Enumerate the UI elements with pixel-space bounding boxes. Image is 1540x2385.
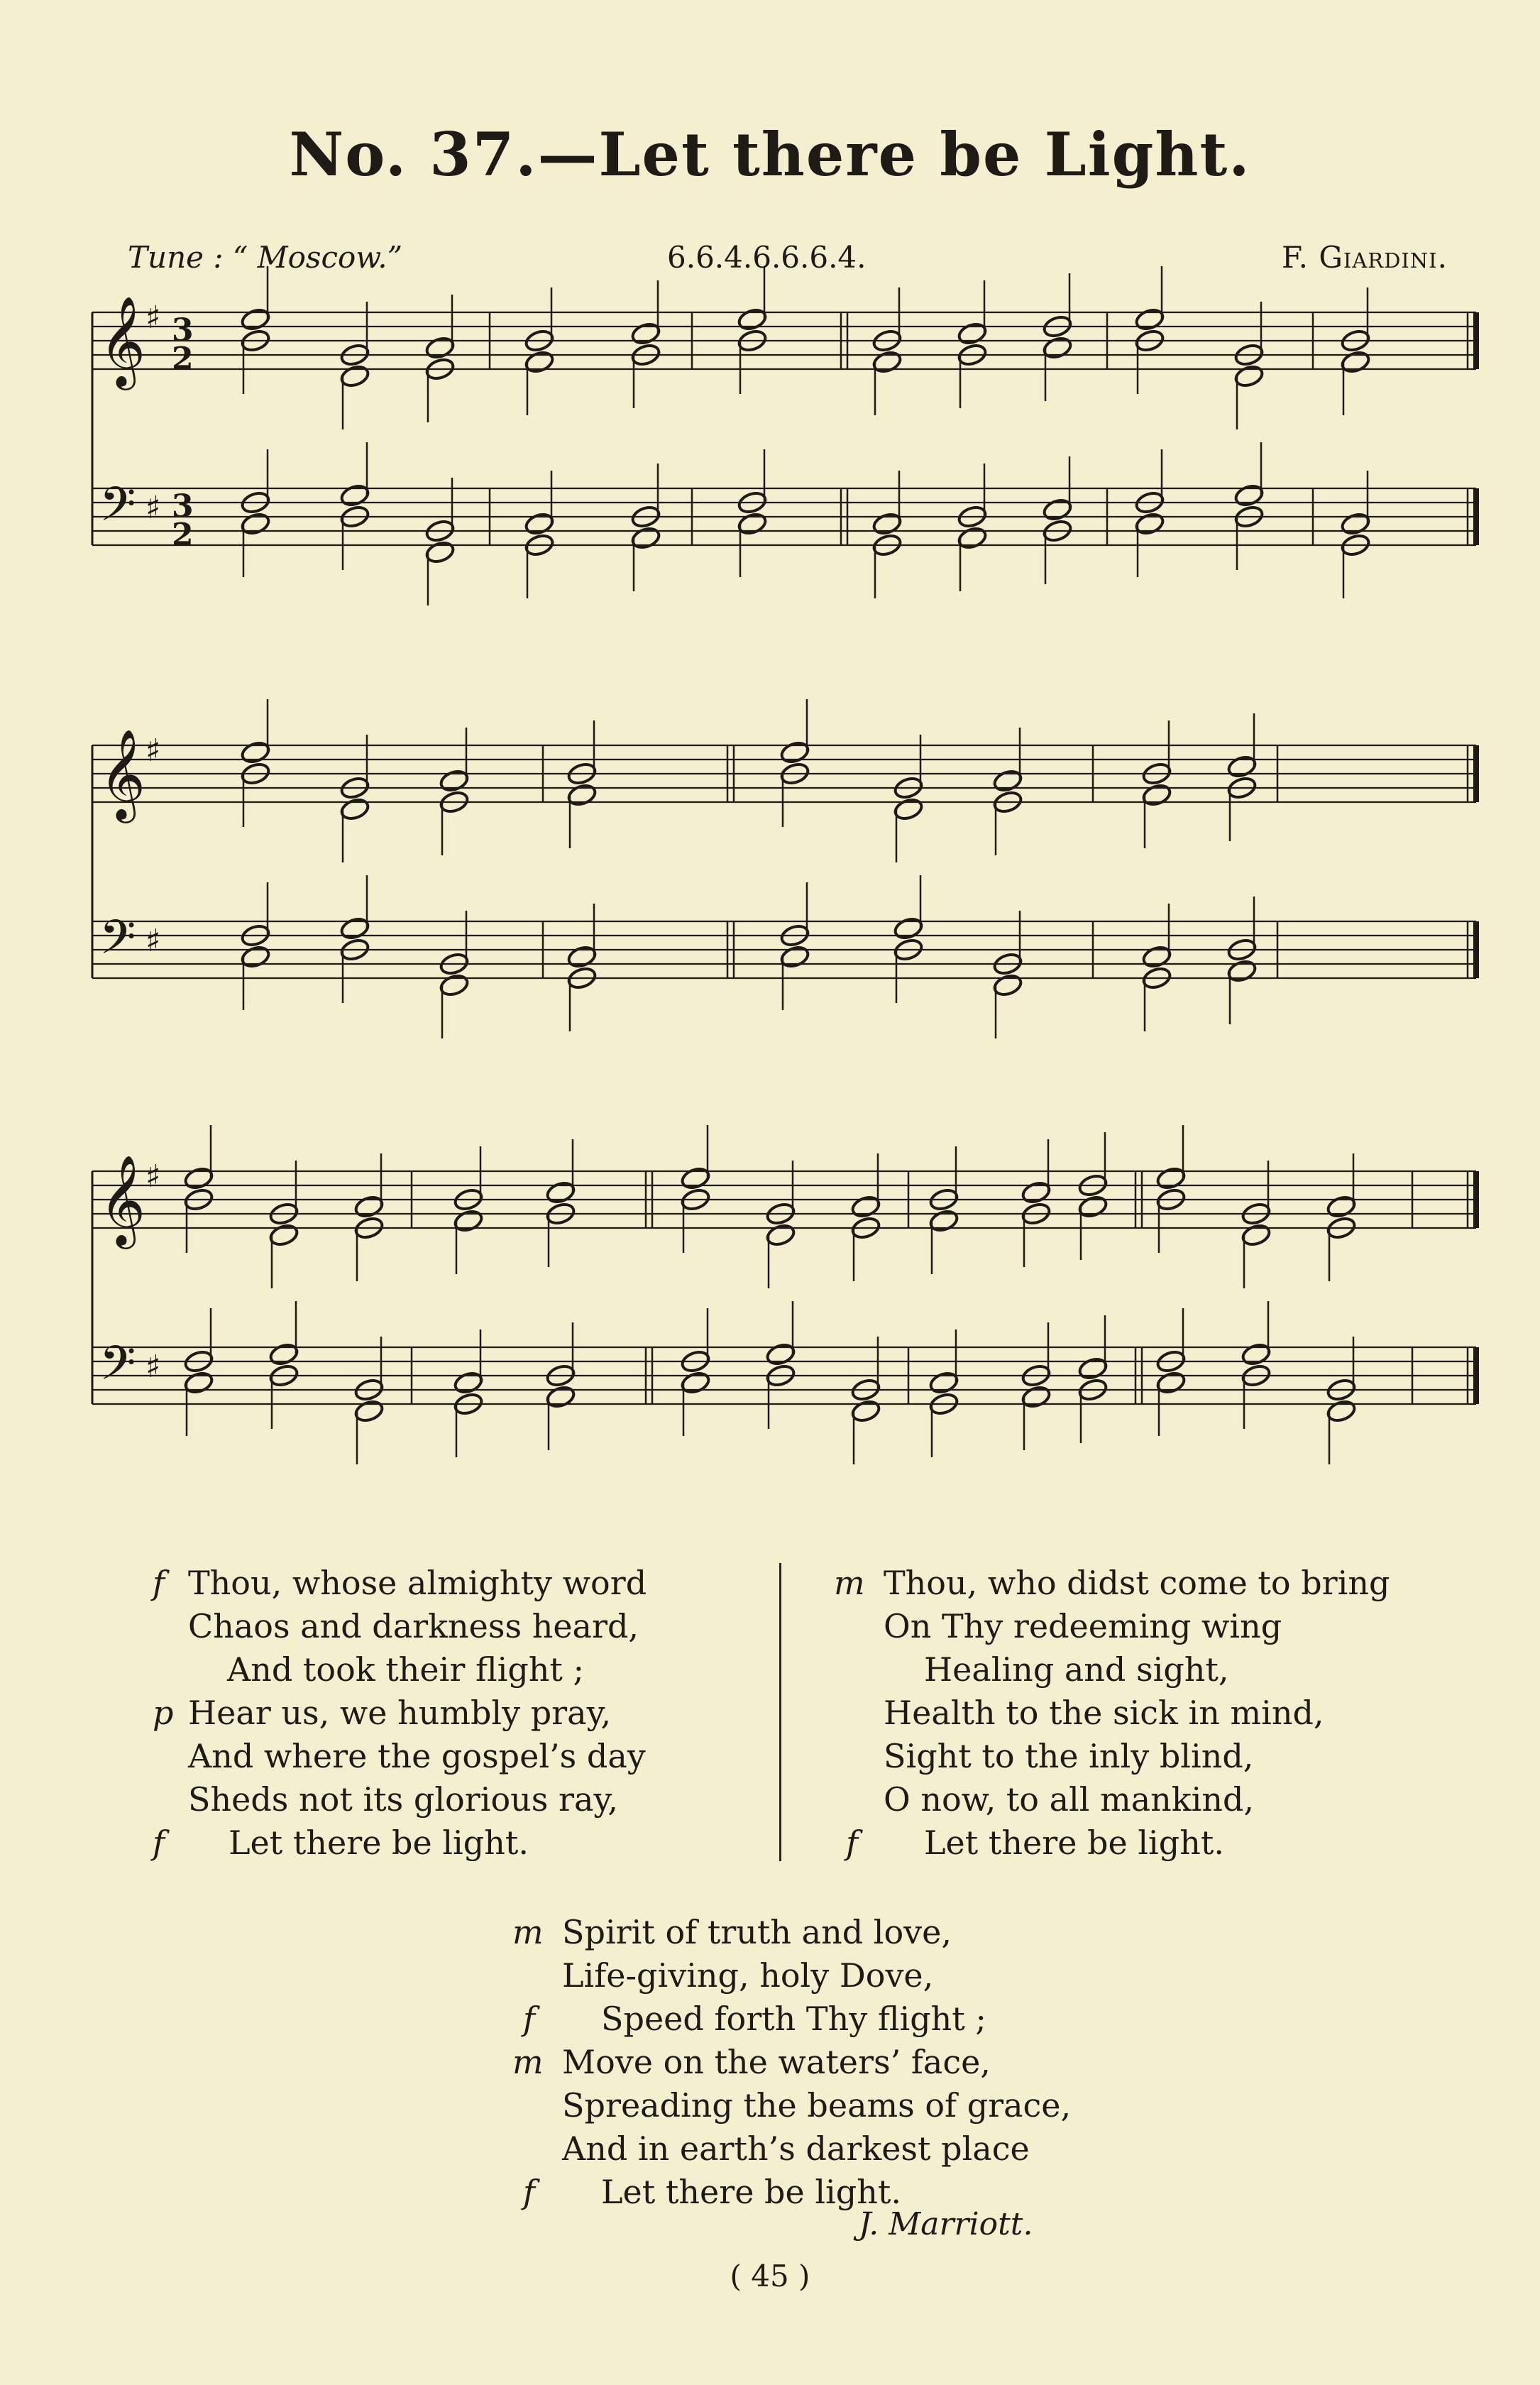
verse-line: m Spirit of truth and love, bbox=[562, 1911, 1071, 1954]
treble-clef-icon: 𝄞 bbox=[99, 1154, 146, 1245]
note-head bbox=[1326, 1194, 1357, 1219]
sharp-icon: ♯ bbox=[145, 300, 161, 336]
note-head bbox=[524, 511, 555, 537]
note-head bbox=[339, 363, 370, 389]
note-head bbox=[1042, 497, 1073, 522]
note-head bbox=[183, 1166, 214, 1191]
note-head bbox=[1077, 1194, 1109, 1219]
note-head bbox=[339, 796, 370, 822]
verse-1 bbox=[153, 1562, 647, 1865]
composer: F. Giardini. bbox=[1282, 240, 1448, 275]
bass-clef-icon: 𝄢 bbox=[99, 477, 136, 543]
note-head bbox=[183, 1370, 214, 1396]
verse-line: f Speed forth Thy flight ; bbox=[601, 1997, 1110, 2041]
verse-line: And took their flight ; bbox=[227, 1650, 585, 1689]
note-head bbox=[957, 525, 988, 551]
note-head bbox=[680, 1370, 711, 1396]
note-head bbox=[1134, 307, 1165, 332]
note-head bbox=[871, 349, 903, 375]
sharp-icon: ♯ bbox=[145, 490, 161, 526]
note-head bbox=[893, 796, 924, 822]
note-head bbox=[893, 916, 924, 941]
verse-line: f Let there be light. bbox=[601, 2171, 1110, 2214]
treble-clef-icon: 𝄞 bbox=[99, 295, 146, 386]
note-head bbox=[1155, 1166, 1187, 1191]
dynamic-mark: m bbox=[512, 2043, 544, 2081]
time-signature-top: 3 bbox=[172, 312, 194, 349]
verse-line: Chaos and darkness heard, bbox=[188, 1607, 639, 1645]
note-head bbox=[1042, 335, 1073, 361]
note-head bbox=[1141, 782, 1172, 808]
hymn-title: No. 37.—Let there be Light. bbox=[289, 119, 1251, 190]
bass-clef-icon: 𝄢 bbox=[99, 1336, 136, 1402]
note-head bbox=[1340, 511, 1371, 537]
note-head bbox=[1340, 349, 1371, 375]
bass-clef-icon: 𝄢 bbox=[99, 910, 136, 976]
dynamic-mark: f bbox=[153, 1824, 165, 1862]
note-head bbox=[353, 1398, 385, 1424]
note-head bbox=[1021, 1180, 1052, 1205]
note-head bbox=[545, 1180, 576, 1205]
verse-line: m Move on the waters’ face, bbox=[562, 2041, 1071, 2084]
verse-2 bbox=[834, 1562, 1390, 1865]
note-head bbox=[871, 511, 903, 537]
note-head bbox=[240, 511, 271, 537]
verse-line: And where the gospel’s day bbox=[188, 1737, 646, 1775]
verse-line: m Thou, who didst come to bring bbox=[884, 1562, 1390, 1605]
verse-line: O now, to all mankind, bbox=[884, 1780, 1255, 1819]
verse-line: Health to the sick in mind, bbox=[884, 1694, 1324, 1732]
time-signature-bottom: 2 bbox=[172, 517, 194, 553]
note-head bbox=[1077, 1356, 1109, 1381]
note-head bbox=[268, 1342, 299, 1367]
verse-line: Spreading the beams of grace, bbox=[562, 2086, 1072, 2124]
note-head bbox=[779, 740, 810, 765]
note-head bbox=[992, 972, 1023, 998]
note-head bbox=[240, 307, 271, 332]
note-head bbox=[240, 740, 271, 765]
note-head bbox=[1226, 754, 1258, 779]
verse-line: Sheds not its glorious ray, bbox=[188, 1780, 618, 1819]
note-head bbox=[1233, 363, 1265, 389]
verse-line: f Let there be light. bbox=[229, 1821, 687, 1865]
dynamic-mark: f bbox=[846, 1824, 859, 1862]
sharp-icon: ♯ bbox=[145, 1158, 161, 1195]
note-head bbox=[1226, 958, 1258, 984]
page-number: ( 45 ) bbox=[730, 2259, 810, 2293]
note-head bbox=[1241, 1342, 1272, 1367]
note-head bbox=[353, 1194, 385, 1219]
note-head bbox=[737, 511, 768, 537]
note-head bbox=[1021, 1384, 1052, 1410]
dynamic-mark: p bbox=[153, 1694, 174, 1732]
dynamic-mark: f bbox=[153, 1564, 165, 1602]
note-head bbox=[439, 972, 470, 998]
verse-line: p Hear us, we humbly pray, bbox=[188, 1692, 647, 1735]
dynamic-mark: f bbox=[523, 2000, 536, 2038]
note-head bbox=[424, 335, 456, 361]
note-head bbox=[850, 1194, 881, 1219]
note-head bbox=[737, 307, 768, 332]
note-head bbox=[339, 483, 370, 508]
sharp-icon: ♯ bbox=[145, 923, 161, 959]
note-head bbox=[439, 768, 470, 794]
sharp-icon: ♯ bbox=[145, 733, 161, 769]
note-head bbox=[680, 1166, 711, 1191]
note-head bbox=[566, 944, 598, 970]
verse-line: Life-giving, holy Dove, bbox=[562, 1956, 934, 1995]
verse-line: f Thou, whose almighty word bbox=[188, 1562, 647, 1605]
note-head bbox=[453, 1370, 484, 1396]
verse-line: On Thy redeeming wing bbox=[884, 1607, 1282, 1645]
sharp-icon: ♯ bbox=[145, 1349, 161, 1385]
dynamic-mark: m bbox=[512, 1913, 544, 1951]
note-head bbox=[928, 1370, 959, 1396]
note-head bbox=[1141, 944, 1172, 970]
metre: 6.6.4.6.6.6.4. bbox=[667, 240, 867, 275]
treble-clef-icon: 𝄞 bbox=[99, 728, 146, 819]
note-head bbox=[545, 1384, 576, 1410]
note-head bbox=[424, 539, 456, 565]
author: J. Marriott. bbox=[859, 2206, 1033, 2242]
note-head bbox=[630, 321, 661, 346]
note-head bbox=[957, 321, 988, 346]
tune-name: Tune : “ Moscow.” bbox=[128, 240, 403, 275]
note-head bbox=[765, 1222, 796, 1248]
note-head bbox=[1326, 1398, 1357, 1424]
note-head bbox=[1155, 1370, 1187, 1396]
note-head bbox=[268, 1222, 299, 1248]
note-head bbox=[1134, 511, 1165, 537]
dynamic-mark: m bbox=[834, 1564, 865, 1602]
verse-line: And in earth’s darkest place bbox=[562, 2129, 1030, 2168]
verse-line: Sight to the inly blind, bbox=[884, 1737, 1254, 1775]
dynamic-mark: f bbox=[523, 2173, 536, 2211]
note-head bbox=[339, 916, 370, 941]
verse-3 bbox=[512, 1911, 1072, 2214]
note-head bbox=[566, 782, 598, 808]
note-head bbox=[453, 1208, 484, 1234]
note-head bbox=[524, 349, 555, 375]
time-signature-bottom: 2 bbox=[172, 341, 194, 377]
time-signature-top: 3 bbox=[172, 488, 194, 525]
note-head bbox=[765, 1342, 796, 1367]
verse-line: Healing and sight, bbox=[924, 1650, 1229, 1689]
note-head bbox=[1233, 483, 1265, 508]
note-head bbox=[928, 1208, 959, 1234]
note-head bbox=[779, 944, 810, 970]
note-head bbox=[630, 525, 661, 551]
note-head bbox=[240, 944, 271, 970]
note-head bbox=[1241, 1222, 1272, 1248]
note-head bbox=[850, 1398, 881, 1424]
note-head bbox=[992, 768, 1023, 794]
column-divider bbox=[779, 1563, 781, 1861]
verse-line: f Let there be light. bbox=[924, 1821, 1430, 1865]
